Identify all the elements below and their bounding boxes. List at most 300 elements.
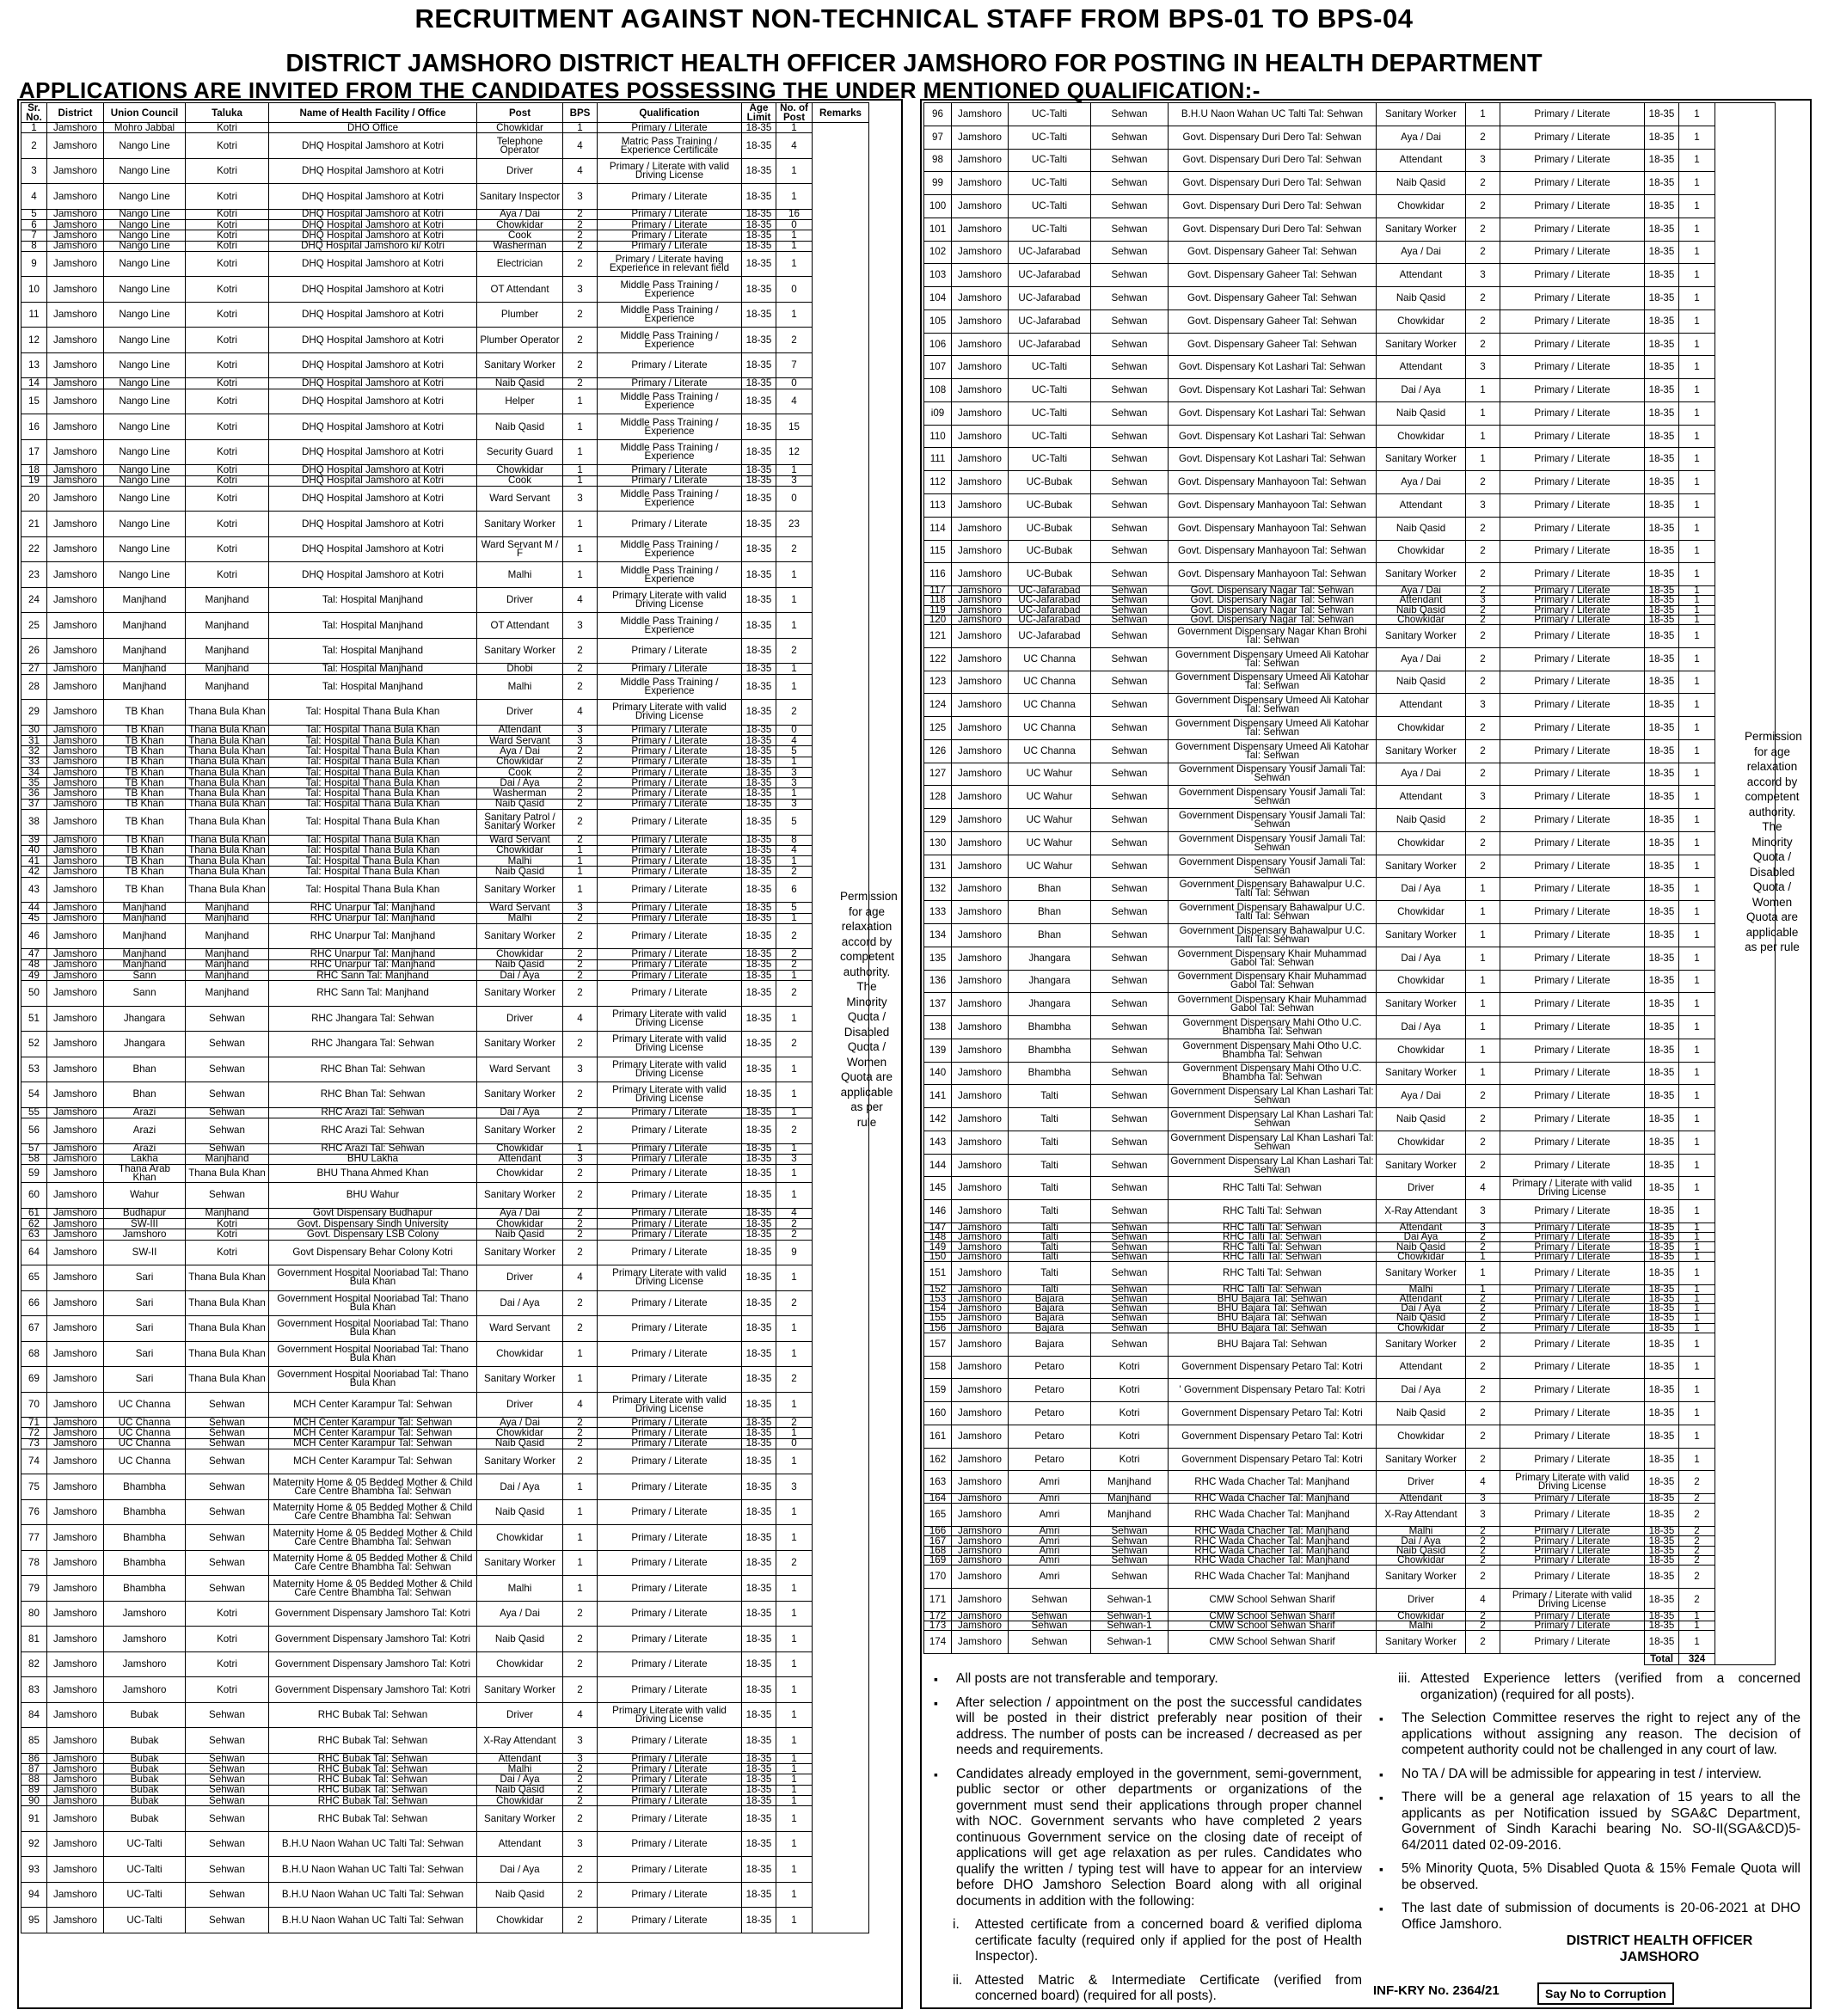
table-cell: 34 (21, 767, 47, 777)
table-cell: 3 (563, 1728, 598, 1754)
table-cell: 18-35 (742, 949, 776, 959)
table-row (21, 835, 869, 845)
table-cell: Middle Pass Training / Experience (598, 562, 742, 588)
table-cell: 2 (563, 1316, 598, 1342)
table-cell: Govt. Dispensary Manhayoon Tal: Sehwan (1169, 494, 1377, 518)
total-label: Total (1645, 1653, 1679, 1664)
table-cell: Sanitary Worker (1377, 218, 1466, 241)
table-cell: Manjhand (104, 674, 186, 700)
table-cell: 18-35 (1645, 625, 1679, 648)
table-cell: 15 (776, 414, 813, 440)
table-cell: Bhan (1009, 878, 1091, 901)
table-cell: Dai / Aya (1377, 379, 1466, 402)
table-cell: Primary / Literate (1500, 615, 1645, 624)
table-cell: 4 (1466, 1588, 1500, 1611)
table-cell: 2 (1466, 1621, 1500, 1630)
table-cell: Primary / Literate (598, 1208, 742, 1218)
table-cell: Jamshoro (952, 647, 1009, 671)
table-cell: 18-35 (742, 1882, 776, 1908)
table-cell: 18-35 (1645, 1131, 1679, 1154)
table-cell: Attendant (477, 1154, 563, 1164)
table-row (21, 664, 869, 674)
table-cell: 18-35 (1645, 425, 1679, 448)
table-cell: Sari (104, 1316, 186, 1342)
table-cell: 18-35 (1645, 563, 1679, 586)
table-cell: 18-35 (742, 1057, 776, 1082)
table-cell: Dai / Aya (1377, 878, 1466, 901)
table-row (924, 739, 1776, 763)
table-cell: RHC Wada Chacher Tal: Manjhand (1169, 1494, 1377, 1504)
table-cell: 1 (1679, 831, 1715, 855)
table-cell: 4 (563, 158, 598, 184)
table-row (924, 1233, 1776, 1242)
table-cell: UC Channa (104, 1428, 186, 1438)
table-cell: 63 (21, 1229, 47, 1240)
table-row (924, 1154, 1776, 1177)
table-cell: Primary / Literate (598, 1316, 742, 1342)
table-cell: 1 (1679, 878, 1715, 901)
column-header: Sr. No. (21, 103, 47, 123)
table-cell: SW-II (104, 1240, 186, 1265)
table-cell: 1 (776, 913, 813, 923)
table-cell: Sehwan (1091, 878, 1169, 901)
table-cell: 2 (563, 1438, 598, 1449)
table-cell: MCH Center Karampur Tal: Sehwan (269, 1438, 477, 1449)
table-cell: Jamshoro (47, 241, 104, 251)
table-cell: Jamshoro (47, 1006, 104, 1032)
table-cell: Dai / Aya (1377, 1379, 1466, 1402)
table-cell: Bhambha (104, 1499, 186, 1525)
table-cell: 3 (563, 1831, 598, 1857)
table-cell: Talti (1009, 1085, 1091, 1108)
table-cell: 2 (563, 1796, 598, 1806)
table-cell: 2 (1466, 763, 1500, 786)
note-item: ▪ After selection / appointment on the post the successful candidates will be posted in their district preferably near position of their address. The number of posts can be increased / decreased as per needs and requirements. (927, 1695, 1362, 1759)
table-cell: 18-35 (1645, 831, 1679, 855)
table-row (21, 378, 869, 389)
table-cell: Primary / Literate (598, 810, 742, 836)
table-row (21, 913, 869, 923)
table-cell: 70 (21, 1392, 47, 1418)
table-row (21, 1576, 869, 1602)
table-cell: 2 (1466, 1356, 1500, 1379)
table-cell: Naib Qasid (477, 1882, 563, 1908)
table-cell: 18-35 (1645, 1333, 1679, 1356)
table-cell: 18-35 (1645, 1154, 1679, 1177)
table-cell: Primary / Literate (598, 1908, 742, 1933)
table-row (21, 241, 869, 251)
table-cell: Jamshoro (47, 1218, 104, 1229)
table-row (21, 389, 869, 414)
table-cell: 2 (776, 328, 813, 353)
table-cell: Nango Line (104, 328, 186, 353)
table-cell: Amri (1009, 1527, 1091, 1536)
table-cell: 2 (776, 867, 813, 877)
table-cell: DHQ Hospital Jamshoro at Kotri (269, 352, 477, 378)
table-cell: 1 (776, 1183, 813, 1209)
table-cell: Primary / Literate (1500, 647, 1645, 671)
table-cell: Jamshoro (47, 674, 104, 700)
table-cell: DHQ Hospital Jamshoro at Kotri (269, 465, 477, 475)
table-cell: Bhambha (1009, 1039, 1091, 1062)
table-row (924, 1323, 1776, 1333)
table-row (924, 309, 1776, 333)
table-cell: Manjhand (186, 674, 269, 700)
table-cell: 77 (21, 1525, 47, 1551)
table-cell: Sehwan-1 (1091, 1631, 1169, 1654)
table-row (21, 1218, 869, 1229)
table-cell: Kotri (1091, 1448, 1169, 1471)
table-cell: Tal: Hospital Thana Bula Khan (269, 877, 477, 903)
table-cell: Washerman (477, 241, 563, 251)
table-cell: 18-35 (1645, 763, 1679, 786)
note-subitem-text: Attested Experience letters (verified from a concerned organization) (required for all posts). (1420, 1671, 1800, 1702)
table-cell: Kotri (186, 389, 269, 414)
table-cell: 114 (924, 517, 952, 540)
table-cell: Amri (1009, 1494, 1091, 1504)
table-cell: 18-35 (1645, 1631, 1679, 1654)
table-cell: 18-35 (742, 1367, 776, 1393)
table-row (21, 1006, 869, 1032)
table-cell: 18-35 (742, 664, 776, 674)
table-cell: Primary / Literate (1500, 1323, 1645, 1333)
table-cell: Bhambha (104, 1525, 186, 1551)
table-row (21, 1764, 869, 1774)
table-cell: Bajara (1009, 1323, 1091, 1333)
table-cell: BHU Bajara Tal: Sehwan (1169, 1333, 1377, 1356)
table-cell: 1 (563, 414, 598, 440)
table-cell: 2 (563, 302, 598, 328)
table-cell: Government Dispensary Petaro Tal: Kotri (1169, 1448, 1377, 1471)
table-cell: Primary / Literate (1500, 1261, 1645, 1284)
table-cell: 18-35 (1645, 517, 1679, 540)
table-cell: 18-35 (742, 184, 776, 210)
table-cell: Aya / Dai (1377, 241, 1466, 264)
table-cell: 18-35 (1645, 1016, 1679, 1039)
table-cell: Manjhand (186, 587, 269, 613)
table-row (924, 831, 1776, 855)
table-cell: 108 (924, 379, 952, 402)
table-cell: Government Dispensary Yousif Jamali Tal: Sehwan (1169, 831, 1377, 855)
table-cell: 1 (1679, 264, 1715, 287)
table-cell: 130 (924, 831, 952, 855)
table-cell: Jamshoro (47, 1183, 104, 1209)
table-cell: Jamshoro (47, 1601, 104, 1627)
table-cell: Primary / Literate (1500, 1062, 1645, 1085)
table-cell: UC Channa (104, 1449, 186, 1474)
table-cell: Chowkidar (1377, 309, 1466, 333)
table-row (21, 1806, 869, 1832)
table-cell: Jamshoro (952, 1177, 1009, 1200)
table-cell: CMW School Sehwan Sharif (1169, 1588, 1377, 1611)
table-cell: Attendant (477, 1753, 563, 1763)
table-cell: 137 (924, 993, 952, 1016)
table-cell: Primary / Literate (1500, 333, 1645, 356)
table-cell: 100 (924, 195, 952, 218)
table-cell: Talti (1009, 1252, 1091, 1261)
table-cell: 18-35 (742, 1806, 776, 1832)
table-cell: Primary / Literate (1500, 1304, 1645, 1314)
table-cell: Kotri (1091, 1379, 1169, 1402)
table-cell: Jhangara (104, 1006, 186, 1032)
table-cell: 2 (776, 638, 813, 664)
column-header: BPS (563, 103, 598, 123)
table-cell: Primary / Literate (598, 788, 742, 799)
table-cell: 18-35 (1645, 494, 1679, 518)
table-cell: Govt. Dispensary Gaheer Tal: Sehwan (1169, 333, 1377, 356)
table-cell: Sehwan (1091, 605, 1169, 615)
table-cell: Jamshoro (47, 903, 104, 913)
table-cell: Govt. Dispensary Manhayoon Tal: Sehwan (1169, 563, 1377, 586)
table-cell: 2 (1679, 1504, 1715, 1527)
table-cell: 121 (924, 625, 952, 648)
table-cell: 161 (924, 1425, 952, 1448)
table-cell: 18-35 (742, 562, 776, 588)
right-remarks: Permission for age relaxation accord by competent authority. The Minority Quota / Disabled Quota / Women Quota are applicable as per rule (1745, 730, 1802, 953)
table-cell: Naib Qasid (477, 1438, 563, 1449)
intro-line: APPLICATIONS ARE INVITED FROM THE CANDIDATES POSSESSING THE UNDER MENTIONED QUALIFICATION:- (19, 77, 1261, 103)
table-cell: 2 (776, 1550, 813, 1576)
table-cell: UC Channa (1009, 717, 1091, 740)
table-cell: 1 (776, 465, 813, 475)
table-cell: Budhapur (104, 1208, 186, 1218)
table-row (924, 195, 1776, 218)
table-cell: Primary / Literate (598, 799, 742, 809)
table-cell: Middle Pass Training / Experience (598, 439, 742, 465)
table-cell: Driver (477, 1702, 563, 1728)
table-row (924, 970, 1776, 993)
table-cell: 11 (21, 302, 47, 328)
table-cell: Jamshoro (47, 1449, 104, 1474)
table-cell: Primary / Literate (598, 378, 742, 389)
table-cell: 3 (1466, 1494, 1500, 1504)
table-row (21, 674, 869, 700)
table-cell: 18-35 (742, 959, 776, 970)
table-cell: 1 (1679, 1425, 1715, 1448)
table-cell: 2 (563, 913, 598, 923)
table-cell: Primary / Literate (1500, 1131, 1645, 1154)
table-cell: 1 (1679, 625, 1715, 648)
table-cell: 1 (1679, 1261, 1715, 1284)
table-cell: 1 (1679, 809, 1715, 832)
table-cell: 1 (563, 845, 598, 855)
table-cell: 49 (21, 970, 47, 980)
table-cell: 170 (924, 1566, 952, 1589)
table-cell: Jamshoro (47, 1702, 104, 1728)
table-cell: Naib Qasid (1377, 287, 1466, 310)
table-cell: 71 (21, 1418, 47, 1428)
table-cell: 78 (21, 1550, 47, 1576)
table-cell: Jamshoro (47, 1208, 104, 1218)
table-cell: UC-Talti (104, 1831, 186, 1857)
table-cell: 2 (563, 949, 598, 959)
table-cell: Primary / Literate (598, 1341, 742, 1367)
table-cell: 1 (1466, 1284, 1500, 1294)
table-cell: 18-35 (1645, 1471, 1679, 1494)
table-cell: Primary / Literate (598, 913, 742, 923)
table-cell: Middle Pass Training / Experience (598, 302, 742, 328)
table-cell: RHC Talti Tal: Sehwan (1169, 1242, 1377, 1252)
table-cell: 18-35 (742, 475, 776, 486)
table-cell: 3 (1466, 786, 1500, 809)
table-cell: Thana Bula Khan (186, 877, 269, 903)
table-cell: 1 (563, 1499, 598, 1525)
table-cell: UC Channa (1009, 647, 1091, 671)
table-cell: 9 (21, 251, 47, 277)
table-cell: 1 (1679, 1200, 1715, 1223)
table-cell: 76 (21, 1499, 47, 1525)
table-cell: 18-35 (1645, 605, 1679, 615)
table-cell: 2 (1466, 586, 1500, 596)
table-row (924, 1555, 1776, 1565)
table-row (924, 149, 1776, 172)
table-cell: 2 (563, 1601, 598, 1627)
table-cell: Jhangara (1009, 970, 1091, 993)
table-cell: Sari (104, 1265, 186, 1291)
table-row (21, 1290, 869, 1316)
table-cell: Nango Line (104, 562, 186, 588)
table-cell: 2 (1679, 1471, 1715, 1494)
table-cell: 1 (776, 613, 813, 639)
table-cell: UC Wahur (1009, 831, 1091, 855)
table-cell: 2 (563, 1032, 598, 1057)
table-cell: Nango Line (104, 241, 186, 251)
table-cell: Jamshoro (952, 1425, 1009, 1448)
table-cell: 126 (924, 739, 952, 763)
note-subitem (927, 1973, 1362, 2005)
table-cell: 18-35 (742, 1627, 776, 1652)
table-cell: Driver (477, 158, 563, 184)
table-cell: Ward Servant (477, 1057, 563, 1082)
table-cell: 2 (563, 799, 598, 809)
table-cell: 2 (776, 536, 813, 562)
table-cell: 1 (776, 1525, 813, 1551)
table-cell: Primary / Literate (598, 1796, 742, 1806)
table-cell: Jamshoro (47, 1316, 104, 1342)
table-cell: 18-35 (1645, 1546, 1679, 1555)
table-cell: Primary / Literate (1500, 425, 1645, 448)
table-cell: 18-35 (1645, 1323, 1679, 1333)
table-cell: DHQ Hospital Jamshoro at Kotri (269, 378, 477, 389)
table-cell: Naib Qasid (477, 867, 563, 877)
table-cell: i09 (924, 401, 952, 425)
table-row (21, 1367, 869, 1393)
anti-corruption-slogan: Say No to Corruption (1537, 1982, 1674, 2005)
table-cell: 1 (776, 230, 813, 241)
table-cell: 1 (1679, 1333, 1715, 1356)
table-cell: Sanitary Worker (1377, 923, 1466, 947)
table-cell: Sehwan (1091, 149, 1169, 172)
table-cell: Jhangara (104, 1032, 186, 1057)
table-cell: Primary / Literate (1500, 878, 1645, 901)
table-cell: RHC Wada Chacher Tal: Manjhand (1169, 1527, 1377, 1536)
table-cell: 18-35 (742, 903, 776, 913)
note-item: ▪ The last date of submission of documents is 20-06-2021 at DHO Office Jamshoro. (1372, 1901, 1800, 1933)
table-cell: Jamshoro (952, 1356, 1009, 1379)
table-cell: Primary / Literate (598, 209, 742, 219)
table-cell: 2 (1679, 1527, 1715, 1536)
table-cell: 2 (563, 1449, 598, 1474)
table-cell: MCH Center Karampur Tal: Sehwan (269, 1449, 477, 1474)
table-cell: Jamshoro (952, 739, 1009, 763)
table-cell: Jamshoro (952, 947, 1009, 970)
table-cell: Sehwan (1091, 425, 1169, 448)
table-cell: Jamshoro (47, 1341, 104, 1367)
table-cell: Attendant (1377, 1294, 1466, 1303)
table-cell: Sehwan (1091, 1546, 1169, 1555)
table-cell: Nango Line (104, 302, 186, 328)
table-cell: Manjhand (104, 913, 186, 923)
table-cell: Aya / Dai (477, 1601, 563, 1627)
table-cell: Helper (477, 389, 563, 414)
table-cell: Primary / Literate with valid Driving License (1500, 1588, 1645, 1611)
table-row (924, 1611, 1776, 1621)
table-cell: Malhi (1377, 1527, 1466, 1536)
table-cell: Jamshoro (952, 717, 1009, 740)
table-row (21, 1154, 869, 1164)
table-cell: Primary / Literate (598, 1857, 742, 1883)
table-cell: 1 (776, 1677, 813, 1703)
table-cell: 125 (924, 717, 952, 740)
table-cell: Jamshoro (47, 378, 104, 389)
table-cell: 2 (563, 1208, 598, 1218)
table-cell: Washerman (477, 788, 563, 799)
table-cell: 1 (776, 1265, 813, 1291)
table-cell: TB Khan (104, 788, 186, 799)
table-cell: 1 (563, 512, 598, 537)
table-cell: 25 (21, 613, 47, 639)
table-cell: Jamshoro (47, 1882, 104, 1908)
table-cell: Thana Bula Khan (186, 757, 269, 767)
table-cell: 18-35 (742, 1032, 776, 1057)
table-cell: Dai / Aya (477, 1857, 563, 1883)
table-cell: Attendant (1377, 786, 1466, 809)
table-cell: Jamshoro (47, 1474, 104, 1500)
table-cell: 1 (776, 664, 813, 674)
table-cell: 50 (21, 981, 47, 1007)
table-cell: 18-35 (1645, 1261, 1679, 1284)
table-cell: Jamshoro (47, 1831, 104, 1857)
table-cell: Sehwan (186, 1753, 269, 1763)
table-row (21, 867, 869, 877)
table-cell: Jamshoro (47, 587, 104, 613)
table-cell: Primary Literate with valid Driving License (598, 1265, 742, 1291)
table-cell: 1 (776, 1449, 813, 1474)
table-cell: Primary / Literate (1500, 540, 1645, 563)
table-row (21, 1107, 869, 1118)
table-cell: 2 (1466, 647, 1500, 671)
table-cell: 18-35 (1645, 1039, 1679, 1062)
table-cell: Sehwan (1091, 1252, 1169, 1261)
table-cell: 163 (924, 1471, 952, 1494)
table-cell: Primary / Literate (598, 1118, 742, 1144)
table-cell: Dai / Aya (477, 1107, 563, 1118)
table-row (21, 352, 869, 378)
table-cell: Dai / Aya (477, 1774, 563, 1785)
table-cell: Tal: Hospital Thana Bula Khan (269, 767, 477, 777)
table-cell: 18-35 (742, 981, 776, 1007)
table-cell: 1 (776, 788, 813, 799)
table-cell: Jamshoro (952, 1085, 1009, 1108)
table-cell: Primary / Literate (1500, 1621, 1645, 1630)
table-cell: Malhi (1377, 1284, 1466, 1294)
table-cell: 56 (21, 1118, 47, 1144)
table-cell: Kotri (186, 1218, 269, 1229)
table-cell: Manjhand (104, 903, 186, 913)
table-cell: 129 (924, 809, 952, 832)
table-cell: DHQ Hospital Jamshoro at Kotri (269, 414, 477, 440)
table-cell: Government Dispensary Bahawalpur U.C. Talti Tal: Sehwan (1169, 878, 1377, 901)
